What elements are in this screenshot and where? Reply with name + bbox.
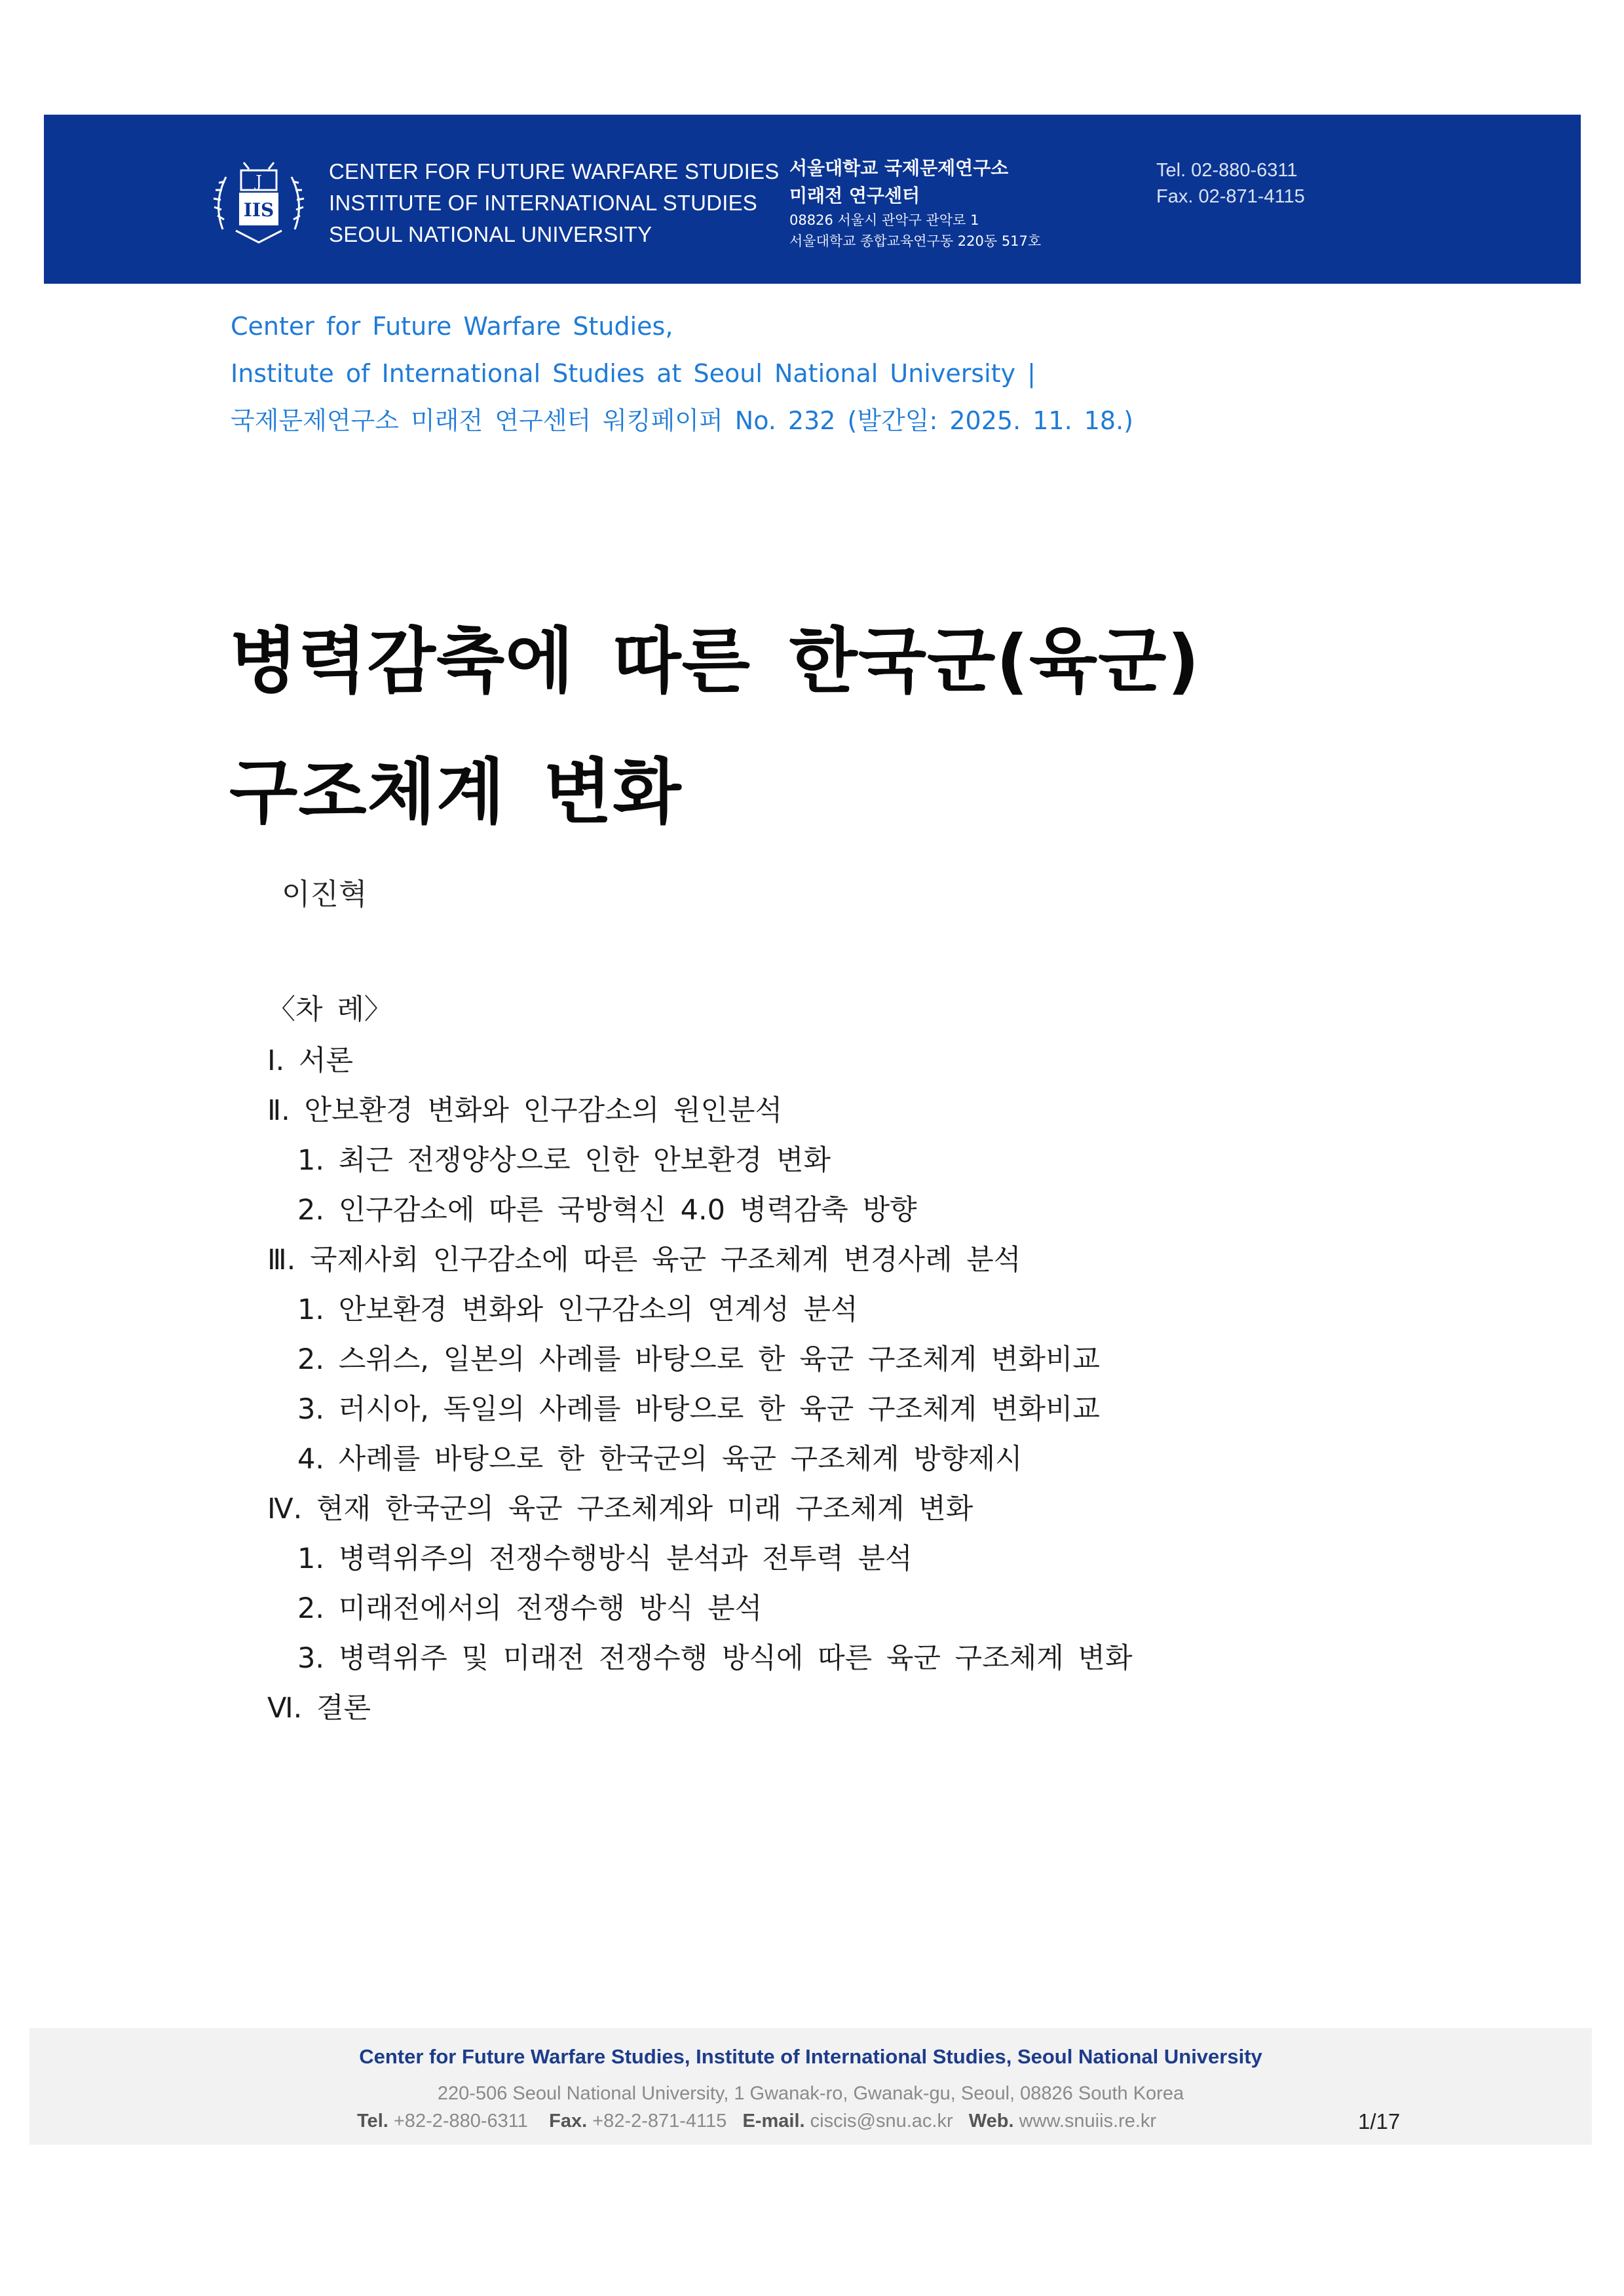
header-fax: Fax. 02-871-4115	[1156, 186, 1305, 207]
toc-section-item: Ⅲ. 국제사회 인구감소에 따른 육군 구조체계 변경사례 분석	[267, 1244, 1021, 1276]
toc-heading: 〈차 례〉	[267, 993, 392, 1026]
footer	[29, 2028, 1592, 2145]
footer-tel: +82-2-880-6311	[393, 2111, 528, 2132]
footer-web-link[interactable]: www.snuiis.re.kr	[1019, 2111, 1157, 2132]
svg-text:IIS: IIS	[243, 199, 274, 221]
title-line2: 구조체계 변화	[229, 752, 682, 833]
footer-email-label: E-mail.	[742, 2111, 805, 2132]
toc-section-item: Ⅱ. 안보환경 변화와 인구감소의 원인분석	[267, 1094, 783, 1127]
paper-series-info	[231, 303, 1133, 444]
toc-section-item: Ⅳ. 현재 한국군의 육군 구조체계와 미래 구조체계 변화	[267, 1493, 973, 1525]
subhead-line2: Institute of International Studies at Seoul National University |	[231, 359, 1036, 388]
footer-institution: Center for Future Warfare Studies, Institute of International Studies, Seoul National University	[359, 2045, 1262, 2068]
toc-subsection-item: 3. 러시아, 독일의 사례를 바탕으로 한 육군 구조체계 변화비교	[297, 1393, 1100, 1426]
header-en-line: INSTITUTE OF INTERNATIONAL STUDIES	[329, 191, 758, 215]
toc-subsection-item: 2. 미래전에서의 전쟁수행 방식 분석	[297, 1592, 763, 1625]
iis-seal-logo	[210, 151, 308, 249]
author-name: 이진혁	[282, 877, 368, 911]
subhead-line1: Center for Future Warfare Studies,	[231, 312, 673, 341]
header-korean-name	[789, 155, 1041, 252]
toc-subsection-item: 1. 병력위주의 전쟁수행방식 분석과 전투력 분석	[297, 1542, 913, 1575]
toc-section-item: Ⅵ. 결론	[267, 1692, 371, 1725]
footer-email-link[interactable]: ciscis@snu.ac.kr	[810, 2111, 953, 2132]
header-address-line2: 서울대학교 종합교육연구동 220동 517호	[789, 233, 1042, 249]
footer-contacts	[357, 2111, 1156, 2132]
table-of-contents	[267, 985, 1133, 1733]
toc-subsection-item: 1. 최근 전쟁양상으로 인한 안보환경 변화	[297, 1144, 831, 1177]
header-english-name	[329, 156, 779, 250]
footer-fax: +82-2-871-4115	[592, 2111, 727, 2132]
document-title	[229, 596, 1200, 858]
header-en-line: CENTER FOR FUTURE WARFARE STUDIES	[329, 159, 780, 183]
page-number: 1/17	[1358, 2109, 1401, 2133]
toc-subsection-item: 2. 인구감소에 따른 국방혁신 4.0 병력감축 방향	[297, 1194, 917, 1227]
footer-web-label: Web.	[968, 2111, 1014, 2132]
footer-address: 220-506 Seoul National University, 1 Gwanak-ro, Gwanak-gu, Seoul, 08826 South Korea	[437, 2083, 1184, 2104]
footer-tel-label: Tel.	[357, 2111, 388, 2132]
header-tel: Tel. 02-880-6311	[1156, 160, 1298, 181]
toc-list	[267, 1036, 1133, 1733]
header-en-line: SEOUL NATIONAL UNIVERSITY	[329, 222, 652, 246]
svg-text:J: J	[255, 172, 262, 191]
title-line1: 병력감축에 따른 한국군(육군)	[229, 621, 1200, 702]
header-contact	[1156, 157, 1305, 210]
header-ko-center: 미래전 연구센터	[789, 185, 920, 206]
header-address-line1: 08826 서울시 관악구 관악로 1	[789, 212, 979, 228]
toc-section-item: Ⅰ. 서론	[267, 1044, 354, 1077]
toc-subsection-item: 3. 병력위주 및 미래전 전쟁수행 방식에 따른 육군 구조체계 변화	[297, 1642, 1133, 1675]
header-ko-org: 서울대학교 국제문제연구소	[789, 157, 1009, 179]
footer-fax-label: Fax.	[549, 2111, 588, 2132]
toc-subsection-item: 1. 안보환경 변화와 인구감소의 연계성 분석	[297, 1293, 858, 1326]
toc-subsection-item: 4. 사례를 바탕으로 한 한국군의 육군 구조체계 방향제시	[297, 1443, 1023, 1476]
subhead-line3: 국제문제연구소 미래전 연구센터 워킹페이퍼 No. 232 (발간일: 2025. 11. 18.)	[231, 406, 1134, 435]
toc-subsection-item: 2. 스위스, 일본의 사례를 바탕으로 한 육군 구조체계 변화비교	[297, 1343, 1100, 1376]
